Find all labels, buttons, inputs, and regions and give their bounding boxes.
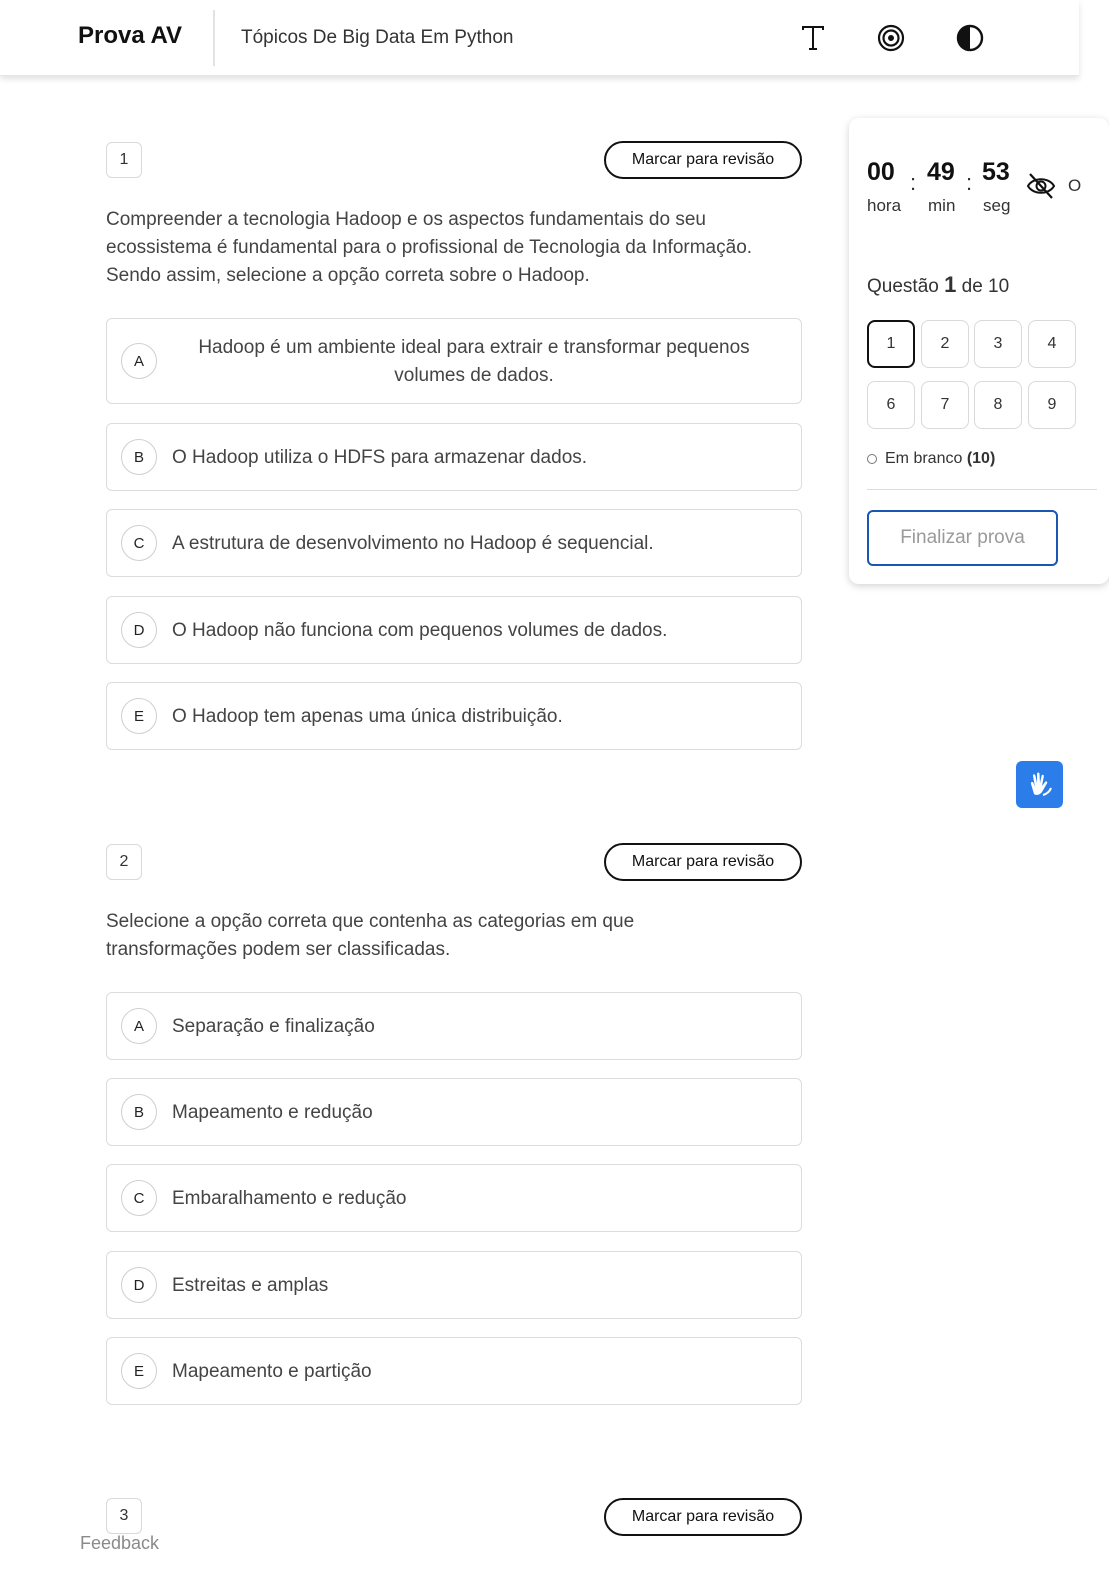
- option-text: Embaralhamento e redução: [172, 1188, 407, 1209]
- exam-progress-panel: [849, 118, 1109, 584]
- option-letter: E: [121, 1353, 157, 1389]
- option-text: A estrutura de desenvolvimento no Hadoop é sequencial.: [172, 533, 654, 554]
- timer-hours: 00: [867, 158, 895, 186]
- header-divider: [213, 10, 215, 66]
- sign-language-button[interactable]: [1016, 761, 1063, 808]
- option-d[interactable]: [106, 596, 802, 664]
- option-c[interactable]: [106, 1164, 802, 1232]
- option-e[interactable]: [106, 1337, 802, 1405]
- option-text: O Hadoop utiliza o HDFS para armazenar dados.: [172, 447, 588, 468]
- hands-icon: [1025, 770, 1055, 800]
- option-c[interactable]: [106, 509, 802, 577]
- timer-minutes-label: min: [928, 196, 956, 215]
- option-text: Mapeamento e partição: [172, 1361, 372, 1382]
- timer-seconds: 53: [982, 158, 1010, 186]
- option-letter: B: [121, 1094, 157, 1130]
- question-nav-1[interactable]: 1: [867, 320, 915, 368]
- question-nav-3[interactable]: 3: [974, 320, 1022, 368]
- course-title: Tópicos De Big Data Em Python: [241, 27, 514, 48]
- question-number: 3: [106, 1498, 142, 1534]
- question-counter: [867, 272, 1009, 298]
- option-text: Hadoop é um ambiente ideal para extrair e transformar pequenos volumes de dados.: [198, 337, 750, 386]
- top-header: [0, 0, 1079, 76]
- timer-separator: :: [966, 170, 973, 195]
- option-letter: D: [121, 1267, 157, 1303]
- hide-timer-label: O: [1068, 176, 1082, 195]
- question-counter-label: Questão: [867, 276, 939, 297]
- blank-legend: [867, 450, 995, 468]
- option-d[interactable]: [106, 1251, 802, 1319]
- question-nav-8[interactable]: 8: [974, 381, 1022, 429]
- current-question-number: 1: [944, 272, 957, 297]
- option-letter: A: [121, 1008, 157, 1044]
- blank-legend-count: (10): [966, 450, 996, 467]
- timer-seconds-label: seg: [983, 196, 1011, 215]
- mark-for-review-button[interactable]: Marcar para revisão: [604, 1498, 802, 1536]
- contrast-icon[interactable]: [952, 20, 988, 56]
- panel-divider: [867, 489, 1097, 490]
- option-a[interactable]: [106, 318, 802, 404]
- brand-title: Prova AV: [78, 22, 183, 49]
- option-letter: A: [121, 343, 157, 379]
- option-text: O Hadoop tem apenas uma única distribuição.: [172, 706, 563, 727]
- option-letter: D: [121, 612, 157, 648]
- option-text: Estreitas e amplas: [172, 1275, 329, 1296]
- option-text: O Hadoop não funciona com pequenos volumes de dados.: [172, 620, 668, 641]
- timer-separator: :: [910, 170, 917, 195]
- option-e[interactable]: [106, 682, 802, 750]
- question-nav-6[interactable]: 6: [867, 381, 915, 429]
- mark-for-review-button[interactable]: Marcar para revisão: [604, 843, 802, 881]
- blank-legend-label: Em branco: [885, 450, 963, 467]
- question-nav-2[interactable]: 2: [921, 320, 969, 368]
- question-nav-9[interactable]: 9: [1028, 381, 1076, 429]
- question-nav-7[interactable]: 7: [921, 381, 969, 429]
- option-a[interactable]: [106, 992, 802, 1060]
- option-letter: C: [121, 525, 157, 561]
- feedback-link[interactable]: Feedback: [80, 1533, 160, 1553]
- option-b[interactable]: [106, 1078, 802, 1146]
- option-text: Separação e finalização: [172, 1016, 375, 1037]
- option-text: Mapeamento e redução: [172, 1102, 373, 1123]
- timer-hours-label: hora: [867, 196, 902, 215]
- finish-exam-button[interactable]: Finalizar prova: [867, 510, 1058, 566]
- option-letter: E: [121, 698, 157, 734]
- question-total: de 10: [961, 276, 1010, 297]
- question-text: Selecione a opção correta que contenha as categorias em que transformações podem ser classificadas.: [106, 911, 635, 960]
- text-size-icon[interactable]: [795, 20, 831, 56]
- question-text: Compreender a tecnologia Hadoop e os aspectos fundamentais do seu ecossistema é fundamental para o profissional de Tecnologia da Informação. Sendo assim, selecione a opção correta sobre o Hadoop.: [106, 209, 753, 286]
- hide-timer-icon[interactable]: [1026, 171, 1056, 206]
- question-nav-4[interactable]: 4: [1028, 320, 1076, 368]
- option-b[interactable]: [106, 423, 802, 491]
- blank-dot-icon: [867, 454, 877, 464]
- question-number: 1: [106, 142, 142, 178]
- mark-for-review-button[interactable]: Marcar para revisão: [604, 141, 802, 179]
- option-letter: C: [121, 1180, 157, 1216]
- timer-minutes: 49: [927, 158, 955, 186]
- question-number: 2: [106, 844, 142, 880]
- target-icon[interactable]: [873, 20, 909, 56]
- option-letter: B: [121, 439, 157, 475]
